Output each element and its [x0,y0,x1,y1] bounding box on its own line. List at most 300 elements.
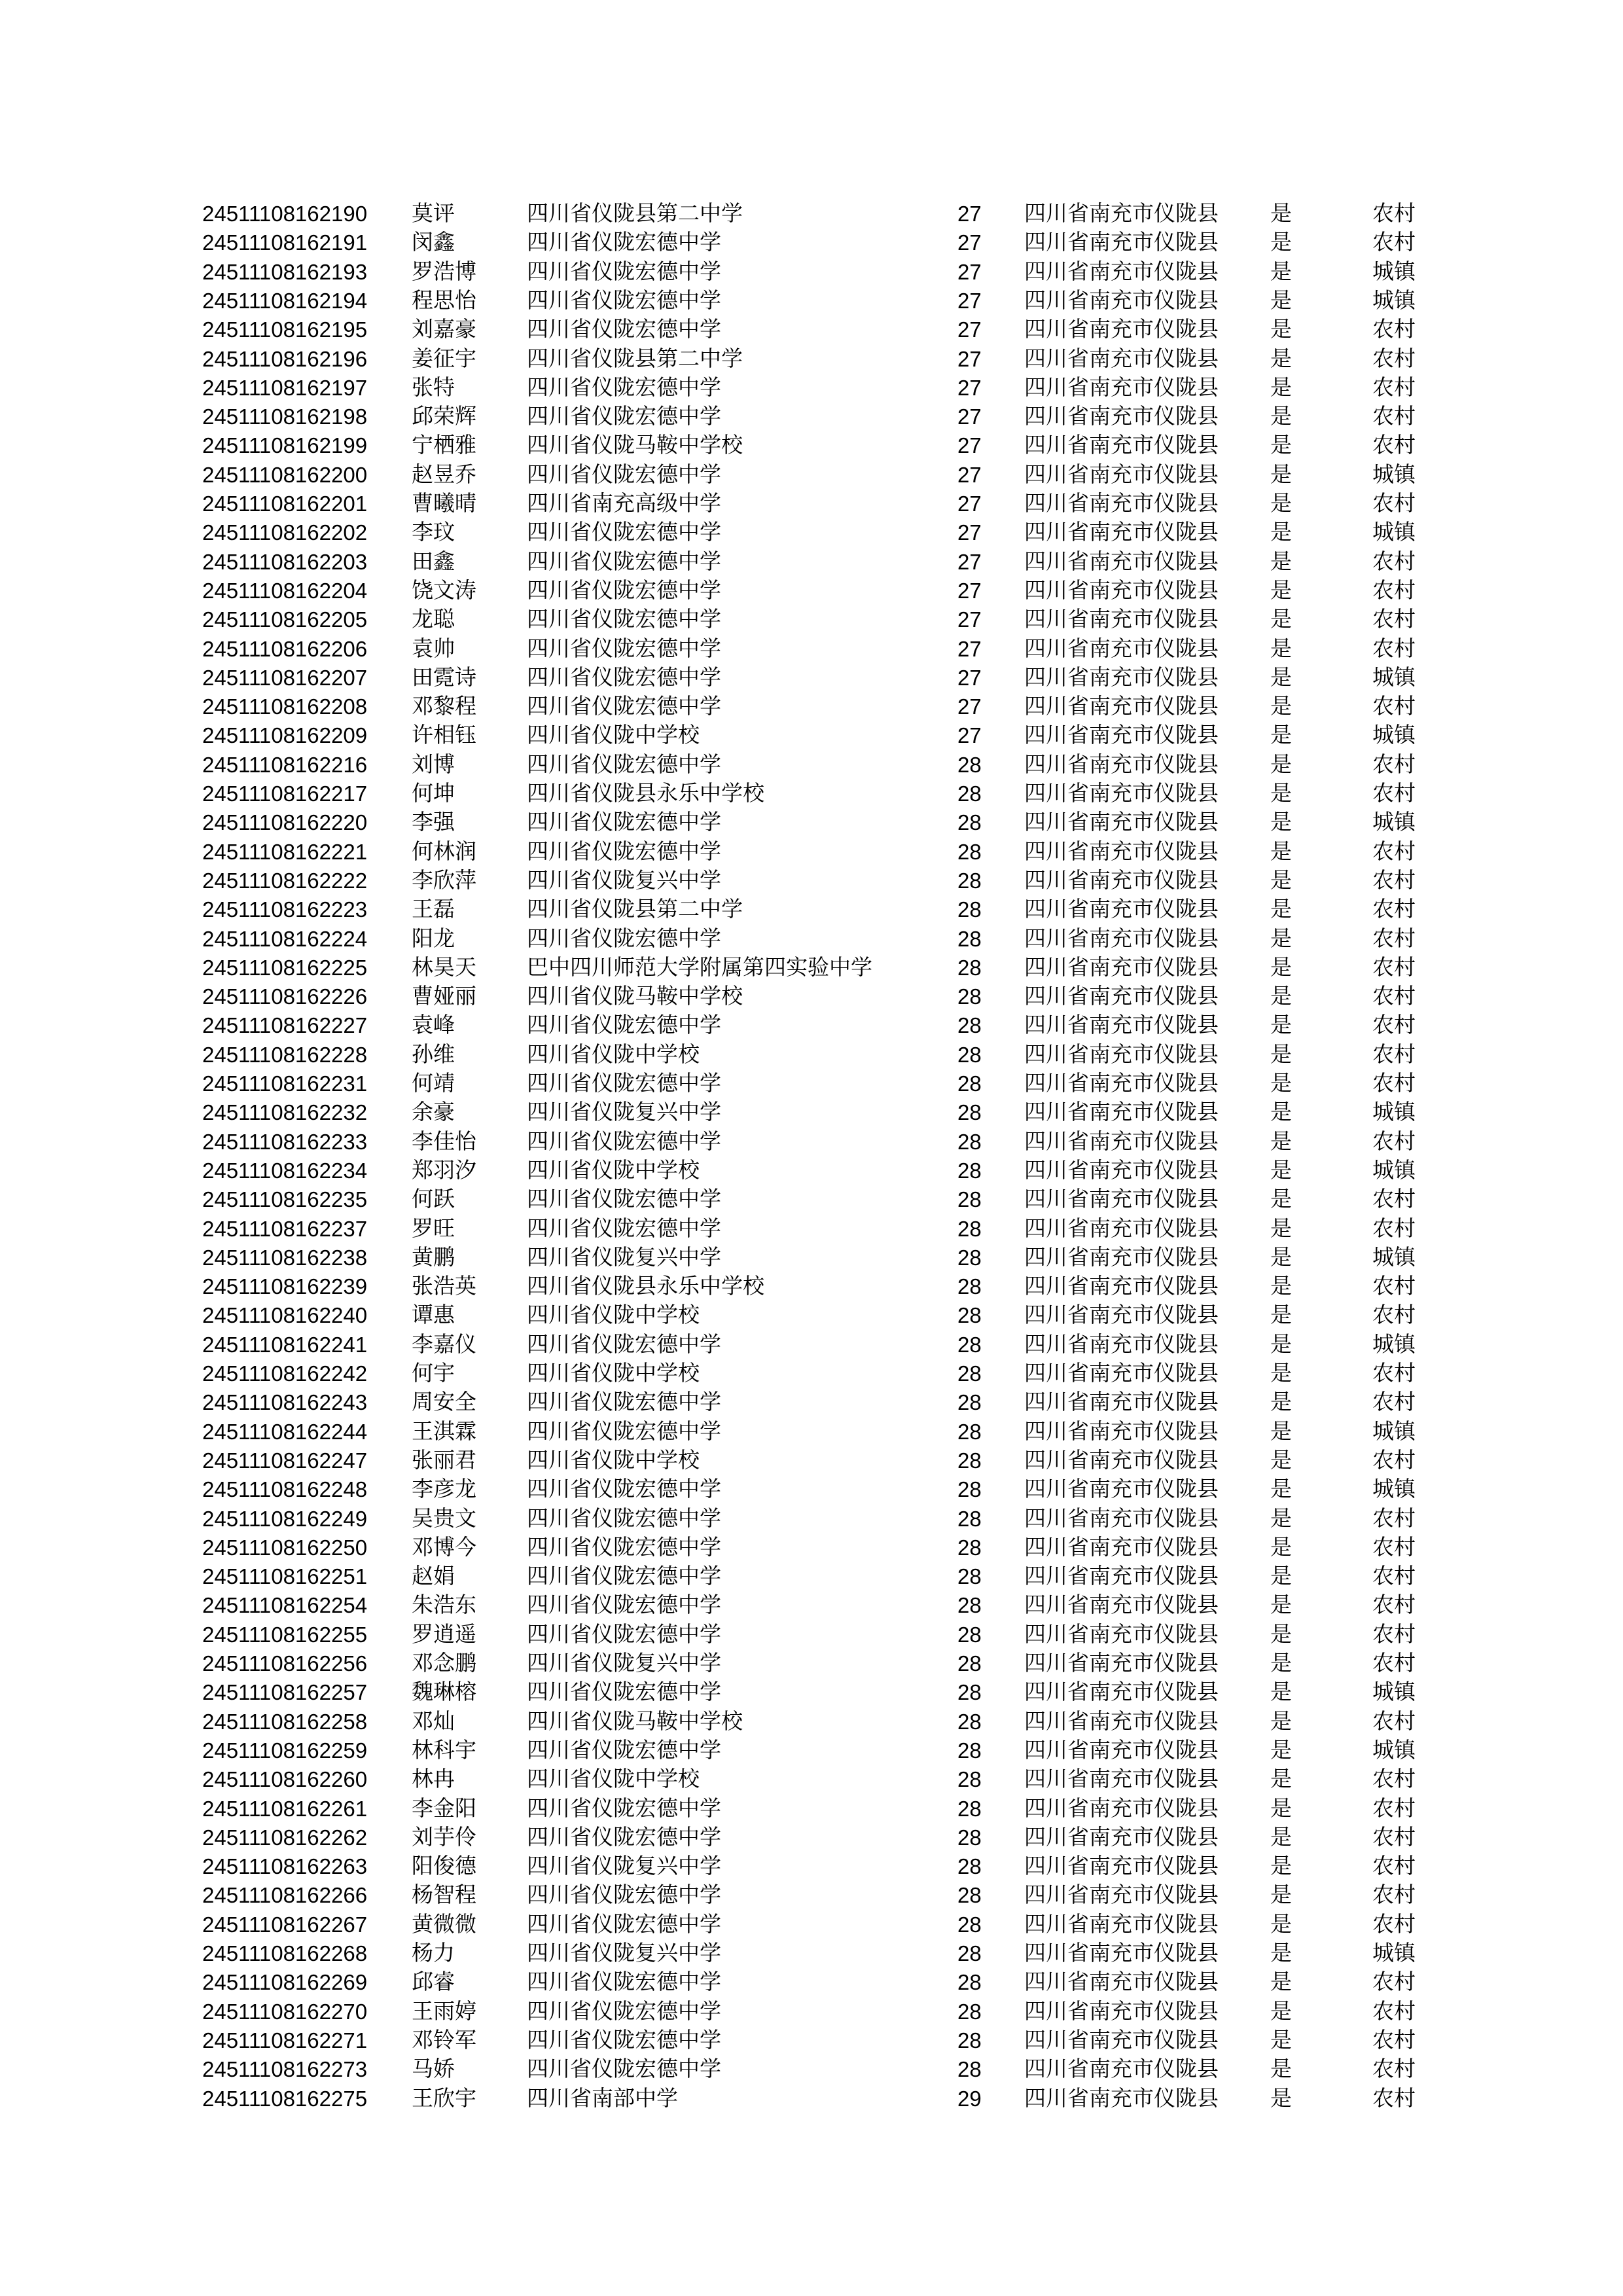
flag-cell: 是 [1270,695,1292,719]
number-cell: 28 [957,1071,982,1096]
number-cell: 28 [957,897,982,922]
region-cell: 四川省南充市仪陇县 [1024,1420,1219,1444]
region-cell: 四川省南充市仪陇县 [1024,318,1219,342]
school-name: 四川省仪陇宏德中学 [527,318,721,342]
region-cell: 四川省南充市仪陇县 [1024,1246,1219,1270]
area-type-cell: 农村 [1372,1362,1416,1386]
student-name: 赵昱乔 [412,463,476,487]
table-row [0,1041,1623,1069]
flag-cell: 是 [1270,1130,1292,1154]
region-cell: 四川省南充市仪陇县 [1024,1072,1219,1096]
region-cell: 四川省南充市仪陇县 [1024,1391,1219,1415]
student-name: 罗旺 [412,1217,455,1241]
student-id: 24511108162204 [202,578,368,603]
region-cell: 四川省南充市仪陇县 [1024,608,1219,632]
table-row [0,1736,1623,1765]
flag-cell: 是 [1270,521,1292,545]
student-name: 宁栖雅 [412,434,476,458]
table-row [0,1331,1623,1359]
school-name: 四川省仪陇复兴中学 [527,869,721,893]
flag-cell: 是 [1270,1304,1292,1328]
region-cell: 四川省南充市仪陇县 [1024,869,1219,893]
school-name: 四川省仪陇马鞍中学校 [527,1710,743,1734]
flag-cell: 是 [1270,724,1292,748]
region-cell: 四川省南充市仪陇县 [1024,1014,1219,1038]
region-cell: 四川省南充市仪陇县 [1024,550,1219,574]
number-cell: 28 [957,868,982,893]
table-row [0,605,1623,634]
student-name: 林冉 [412,1768,455,1792]
school-name: 四川省仪陇宏德中学 [527,753,721,777]
table-row [0,1301,1623,1330]
region-cell: 四川省南充市仪陇县 [1024,956,1219,980]
school-name: 四川省仪陇宏德中学 [527,521,721,545]
student-id: 24511108162225 [202,955,368,980]
student-id: 24511108162203 [202,549,368,574]
student-name: 罗浩博 [412,260,476,284]
table-row [0,1475,1623,1504]
number-cell: 28 [957,926,982,951]
number-cell: 27 [957,723,982,748]
student-name: 邱睿 [412,1971,455,1995]
region-cell: 四川省南充市仪陇县 [1024,1738,1219,1763]
student-id: 24511108162239 [202,1274,368,1299]
flag-cell: 是 [1270,869,1292,893]
table-row [0,982,1623,1011]
student-name: 王欣宇 [412,2087,476,2111]
flag-cell: 是 [1270,840,1292,864]
student-id: 24511108162206 [202,636,368,661]
student-name: 杨智程 [412,1884,476,1908]
student-id: 24511108162256 [202,1651,368,1676]
region-cell: 四川省南充市仪陇县 [1024,1623,1219,1647]
region-cell: 四川省南充市仪陇县 [1024,405,1219,429]
area-type-cell: 城镇 [1372,1158,1416,1183]
student-name: 黄鹏 [412,1246,455,1270]
student-id: 24511108162232 [202,1100,368,1125]
school-name: 四川省仪陇宏德中学 [527,260,721,284]
table-row [0,1649,1623,1678]
area-type-cell: 农村 [1372,1217,1416,1241]
school-name: 四川省仪陇宏德中学 [527,1884,721,1908]
table-row [0,1708,1623,1736]
school-name: 四川省仪陇中学校 [527,1304,700,1328]
number-cell: 27 [957,578,982,603]
student-id: 24511108162196 [202,346,368,371]
area-type-cell: 城镇 [1372,724,1416,748]
area-type-cell: 农村 [1372,637,1416,661]
flag-cell: 是 [1270,1420,1292,1444]
student-id: 24511108162209 [202,723,368,748]
area-type-cell: 农村 [1372,1014,1416,1038]
table-row [0,345,1623,374]
table-row [0,1998,1623,2026]
region-cell: 四川省南充市仪陇县 [1024,2058,1219,2082]
region-cell: 四川省南充市仪陇县 [1024,579,1219,603]
number-cell: 28 [957,1274,982,1299]
student-name: 张丽君 [412,1448,476,1473]
student-id: 24511108162220 [202,810,368,835]
table-row [0,1852,1623,1881]
area-type-cell: 农村 [1372,1565,1416,1589]
flag-cell: 是 [1270,753,1292,777]
number-cell: 27 [957,694,982,719]
region-cell: 四川省南充市仪陇县 [1024,260,1219,284]
school-name: 四川省仪陇宏德中学 [527,608,721,632]
flag-cell: 是 [1270,1681,1292,1705]
region-cell: 四川省南充市仪陇县 [1024,898,1219,922]
table-row [0,403,1623,431]
student-name: 何跃 [412,1188,455,1212]
student-id: 24511108162262 [202,1825,368,1850]
flag-cell: 是 [1270,1188,1292,1212]
student-name: 邓博今 [412,1535,476,1560]
school-name: 四川省仪陇宏德中学 [527,376,721,400]
region-cell: 四川省南充市仪陇县 [1024,840,1219,864]
flag-cell: 是 [1270,1362,1292,1386]
school-name: 四川省仪陇复兴中学 [527,1855,721,1879]
region-cell: 四川省南充市仪陇县 [1024,1101,1219,1125]
region-cell: 四川省南充市仪陇县 [1024,1768,1219,1792]
area-type-cell: 农村 [1372,492,1416,516]
number-cell: 28 [957,1796,982,1821]
area-type-cell: 农村 [1372,1797,1416,1821]
flag-cell: 是 [1270,666,1292,690]
number-cell: 28 [957,2028,982,2053]
number-cell: 28 [957,1506,982,1531]
flag-cell: 是 [1270,2028,1292,2053]
table-row [0,664,1623,692]
area-type-cell: 农村 [1372,985,1416,1009]
student-name: 袁帅 [412,637,455,661]
student-id: 24511108162257 [202,1680,368,1705]
area-type-cell: 农村 [1372,1971,1416,1995]
number-cell: 28 [957,955,982,980]
flag-cell: 是 [1270,231,1292,255]
region-cell: 四川省南充市仪陇县 [1024,202,1219,226]
area-type-cell: 农村 [1372,1825,1416,1850]
student-id: 24511108162194 [202,288,368,313]
region-cell: 四川省南充市仪陇县 [1024,695,1219,719]
student-name: 黄微微 [412,1912,476,1937]
school-name: 四川省仪陇复兴中学 [527,1652,721,1676]
student-id: 24511108162242 [202,1361,368,1386]
region-cell: 四川省南充市仪陇县 [1024,231,1219,255]
region-cell: 四川省南充市仪陇县 [1024,492,1219,516]
area-type-cell: 农村 [1372,231,1416,255]
school-name: 四川省仪陇中学校 [527,724,700,748]
area-type-cell: 城镇 [1372,260,1416,284]
region-cell: 四川省南充市仪陇县 [1024,1478,1219,1502]
student-id: 24511108162199 [202,433,368,458]
region-cell: 四川省南充市仪陇县 [1024,1535,1219,1560]
region-cell: 四川省南充市仪陇县 [1024,637,1219,661]
region-cell: 四川省南充市仪陇县 [1024,1158,1219,1183]
area-type-cell: 农村 [1372,434,1416,458]
student-name: 孙维 [412,1043,455,1067]
number-cell: 28 [957,1100,982,1125]
flag-cell: 是 [1270,1768,1292,1792]
student-id: 24511108162200 [202,462,368,487]
table-row [0,1215,1623,1244]
table-row [0,200,1623,228]
number-cell: 28 [957,1912,982,1937]
region-cell: 四川省南充市仪陇县 [1024,1304,1219,1328]
student-name: 王淇霖 [412,1420,476,1444]
area-type-cell: 城镇 [1372,1246,1416,1270]
number-cell: 28 [957,1622,982,1647]
student-id: 24511108162222 [202,868,368,893]
student-name: 谭惠 [412,1304,455,1328]
region-cell: 四川省南充市仪陇县 [1024,1652,1219,1676]
region-cell: 四川省南充市仪陇县 [1024,1275,1219,1299]
student-name: 袁峰 [412,1014,455,1038]
student-name: 吴贵文 [412,1507,476,1531]
student-name: 何坤 [412,782,455,806]
student-name: 田霓诗 [412,666,476,690]
area-type-cell: 农村 [1372,1448,1416,1473]
student-name: 许相钰 [412,724,476,748]
student-id: 24511108162223 [202,897,368,922]
table-row [0,692,1623,721]
student-id: 24511108162221 [202,839,368,864]
student-name: 田鑫 [412,550,455,574]
table-row [0,867,1623,895]
school-name: 四川省仪陇宏德中学 [527,927,721,951]
area-type-cell: 农村 [1372,1391,1416,1415]
student-name: 何靖 [412,1072,455,1096]
table-row [0,1098,1623,1127]
number-cell: 27 [957,492,982,516]
table-row [0,1534,1623,1562]
number-cell: 27 [957,636,982,661]
school-name: 四川省仪陇县永乐中学校 [527,1275,764,1299]
school-name: 四川省仪陇宏德中学 [527,2058,721,2082]
table-row [0,431,1623,460]
flag-cell: 是 [1270,1738,1292,1763]
number-cell: 28 [957,1303,982,1328]
table-row [0,2026,1623,2055]
number-cell: 27 [957,549,982,574]
region-cell: 四川省南充市仪陇县 [1024,1043,1219,1067]
area-type-cell: 农村 [1372,1072,1416,1096]
student-id: 24511108162207 [202,665,368,690]
area-type-cell: 农村 [1372,2000,1416,2024]
number-cell: 28 [957,1477,982,1502]
table-row [0,925,1623,954]
school-name: 四川省仪陇宏德中学 [527,1391,721,1415]
school-name: 四川省仪陇宏德中学 [527,637,721,661]
student-name: 曹娅丽 [412,985,476,1009]
region-cell: 四川省南充市仪陇县 [1024,1971,1219,1995]
region-cell: 四川省南充市仪陇县 [1024,347,1219,371]
student-id: 24511108162250 [202,1535,368,1560]
table-row [0,315,1623,344]
student-id: 24511108162243 [202,1390,368,1415]
student-id: 24511108162198 [202,404,368,429]
student-name: 邓铃军 [412,2028,476,2053]
table-row [0,374,1623,403]
region-cell: 四川省南充市仪陇县 [1024,1797,1219,1821]
student-id: 24511108162241 [202,1332,368,1357]
student-id: 24511108162216 [202,752,368,777]
area-type-cell: 农村 [1372,2058,1416,2082]
flag-cell: 是 [1270,1507,1292,1531]
number-cell: 28 [957,1361,982,1386]
student-id: 24511108162254 [202,1593,368,1618]
school-name: 四川省南部中学 [527,2087,678,2111]
school-name: 四川省仪陇复兴中学 [527,1942,721,1965]
flag-cell: 是 [1270,782,1292,806]
area-type-cell: 农村 [1372,1304,1416,1328]
area-type-cell: 农村 [1372,1188,1416,1212]
number-cell: 27 [957,375,982,400]
student-name: 李欣萍 [412,869,476,893]
area-type-cell: 城镇 [1372,463,1416,487]
number-cell: 27 [957,520,982,545]
area-type-cell: 农村 [1372,2028,1416,2053]
number-cell: 28 [957,1738,982,1763]
flag-cell: 是 [1270,1884,1292,1908]
area-type-cell: 城镇 [1372,1738,1416,1763]
region-cell: 四川省南充市仪陇县 [1024,666,1219,690]
table-row [0,1678,1623,1707]
area-type-cell: 农村 [1372,956,1416,980]
student-id: 24511108162197 [202,375,368,400]
flag-cell: 是 [1270,1825,1292,1850]
student-name: 程思怡 [412,289,476,313]
region-cell: 四川省南充市仪陇县 [1024,1565,1219,1589]
student-name: 邓灿 [412,1710,455,1734]
school-name: 巴中四川师范大学附属第四实验中学 [527,956,872,980]
flag-cell: 是 [1270,1971,1292,1995]
number-cell: 27 [957,317,982,342]
student-name: 朱浩东 [412,1594,476,1618]
student-name: 何宇 [412,1362,455,1386]
area-type-cell: 农村 [1372,1130,1416,1154]
student-id: 24511108162240 [202,1303,368,1328]
school-name: 四川省仪陇宏德中学 [527,666,721,690]
student-name: 林科宇 [412,1738,476,1763]
number-cell: 28 [957,810,982,835]
flag-cell: 是 [1270,1072,1292,1096]
school-name: 四川省仪陇宏德中学 [527,1971,721,1995]
flag-cell: 是 [1270,260,1292,284]
flag-cell: 是 [1270,1478,1292,1502]
area-type-cell: 农村 [1372,579,1416,603]
number-cell: 28 [957,1854,982,1879]
school-name: 四川省仪陇宏德中学 [527,1738,721,1763]
student-name: 马娇 [412,2058,455,2082]
number-cell: 27 [957,288,982,313]
student-id: 24511108162260 [202,1767,368,1792]
student-id: 24511108162255 [202,1622,368,1647]
table-row [0,1244,1623,1272]
student-name: 张特 [412,376,455,400]
area-type-cell: 农村 [1372,608,1416,632]
flag-cell: 是 [1270,1217,1292,1241]
number-cell: 28 [957,752,982,777]
flag-cell: 是 [1270,1246,1292,1270]
flag-cell: 是 [1270,985,1292,1009]
school-name: 四川省仪陇宏德中学 [527,405,721,429]
student-id: 24511108162275 [202,2086,368,2111]
table-row [0,1795,1623,1823]
student-id: 24511108162191 [202,230,368,255]
student-name: 郑羽汐 [412,1158,476,1183]
area-type-cell: 农村 [1372,405,1416,429]
student-id: 24511108162235 [202,1187,368,1212]
school-name: 四川省仪陇宏德中学 [527,1014,721,1038]
school-name: 四川省仪陇县第二中学 [527,202,743,226]
school-name: 四川省仪陇宏德中学 [527,1912,721,1937]
school-name: 四川省仪陇宏德中学 [527,1217,721,1241]
table-row [0,1765,1623,1794]
area-type-cell: 农村 [1372,782,1416,806]
table-row [0,721,1623,750]
number-cell: 27 [957,202,982,226]
table-row [0,1418,1623,1446]
area-type-cell: 城镇 [1372,521,1416,545]
student-id: 24511108162267 [202,1912,368,1937]
flag-cell: 是 [1270,2000,1292,2024]
flag-cell: 是 [1270,1014,1292,1038]
school-name: 四川省仪陇宏德中学 [527,289,721,313]
flag-cell: 是 [1270,1623,1292,1647]
region-cell: 四川省南充市仪陇县 [1024,1362,1219,1386]
flag-cell: 是 [1270,2058,1292,2082]
flag-cell: 是 [1270,1391,1292,1415]
number-cell: 27 [957,607,982,632]
table-row [0,1388,1623,1417]
table-row [0,838,1623,867]
area-type-cell: 农村 [1372,753,1416,777]
student-name: 李金阳 [412,1797,476,1821]
student-id: 24511108162224 [202,926,368,951]
table-row [0,751,1623,780]
area-type-cell: 农村 [1372,869,1416,893]
student-name: 余豪 [412,1101,455,1125]
number-cell: 28 [957,1825,982,1850]
table-row [0,1011,1623,1040]
number-cell: 28 [957,1651,982,1676]
table-row [0,1910,1623,1939]
number-cell: 28 [957,1564,982,1589]
school-name: 四川省仪陇马鞍中学校 [527,985,743,1009]
student-id: 24511108162217 [202,781,368,806]
number-cell: 28 [957,1709,982,1734]
flag-cell: 是 [1270,550,1292,574]
student-name: 魏琳榕 [412,1681,476,1705]
school-name: 四川省仪陇中学校 [527,1768,700,1792]
number-cell: 27 [957,230,982,255]
student-id: 24511108162202 [202,520,368,545]
student-name: 邓念鹏 [412,1652,476,1676]
table-row [0,548,1623,577]
number-cell: 28 [957,1187,982,1212]
region-cell: 四川省南充市仪陇县 [1024,1681,1219,1705]
number-cell: 28 [957,1999,982,2024]
number-cell: 28 [957,1970,982,1995]
area-type-cell: 城镇 [1372,666,1416,690]
student-name: 何林润 [412,840,476,864]
number-cell: 28 [957,984,982,1009]
school-name: 四川省仪陇宏德中学 [527,550,721,574]
flag-cell: 是 [1270,405,1292,429]
table-row [0,1823,1623,1852]
student-id: 24511108162249 [202,1506,368,1531]
number-cell: 27 [957,433,982,458]
